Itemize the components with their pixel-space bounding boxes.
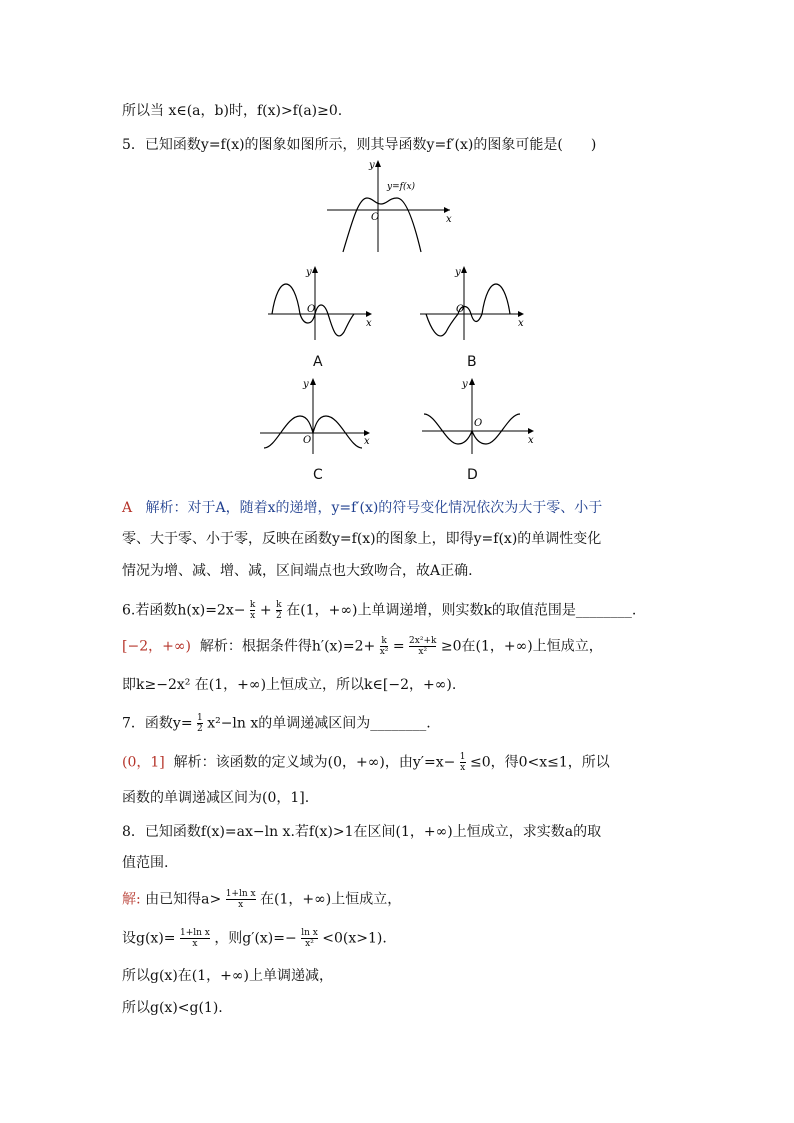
fraction-ln: $\frac{\text{1+ln x}}{x}$ — [225, 889, 256, 910]
axis-y-label: y — [455, 267, 461, 278]
q8-solution-line-1: 解: 由已知得a> $\frac{\text{1+ln x}}{x}$ 在(1，+∞)上恒成立， — [122, 889, 402, 910]
option-b-label[interactable]: B — [467, 354, 477, 370]
q5-solution-line-3: 情况为增、减、增、减，区间端点也大致吻合，故A正确. — [122, 563, 473, 579]
question-5: 5．已知函数y=f(x)的图象如图所示，则其导函数y=f′(x)的图象可能是( ) — [122, 137, 597, 153]
q7-answer: (0，1] — [122, 754, 165, 771]
q6-answer: [−2，+∞) — [122, 638, 191, 655]
option-d-label[interactable]: D — [467, 467, 478, 483]
axis-y-label: y — [306, 267, 312, 278]
q5-answer: A — [122, 500, 133, 516]
fraction-one-over-x: $\frac{1}{x}$ — [459, 752, 466, 773]
main-function-graph — [325, 158, 455, 254]
fraction-g: $\frac{\text{1+ln x}}{x}$ — [179, 928, 210, 949]
fraction-h-derivative: $\frac{\text{2x²+k}}{\text{x²}}$ — [409, 636, 437, 657]
axis-y-label: y — [369, 160, 375, 171]
origin-label: O — [371, 212, 380, 223]
axis-x-label: x — [366, 318, 372, 329]
q8-solution-label: 解: — [122, 891, 141, 908]
origin-label: O — [474, 418, 483, 429]
axis-x-label: x — [518, 318, 524, 329]
q5-solution-text: 解析：对于A，随着x的递增，y=f′(x)的符号变化情况依次为大于零、小于 — [145, 500, 603, 516]
axis-x-label: x — [364, 436, 370, 447]
axis-y-label: y — [462, 379, 468, 390]
fraction-neg-ln: $\frac{\text{ln x}}{\text{x²}}$ — [301, 928, 318, 949]
question-7: 7．函数y= $\frac{1}{2}$ x²−ln x的单调递减区间为________. — [122, 713, 431, 734]
q8-solution-line-2: 设g(x)= $\frac{\text{1+ln x}}{x}$ ，则g′(x)=− $\frac{\text{ln x}}{\text{x²}}$ <0(x>1). — [122, 928, 387, 949]
q8-solution-line-3: 所以g(x)在(1，+∞)上单调递减， — [122, 968, 334, 984]
question-8-line-2: 值范围. — [122, 855, 169, 871]
option-d-graph — [420, 376, 538, 456]
question-8-line-1: 8．已知函数f(x)=ax−ln x.若f(x)>1在区间(1，+∞)上恒成立，求实数a的取 — [122, 824, 602, 840]
q5-solution-line-2: 零、大于零、小于零，反映在函数y=f(x)的图象上，即得y=f(x)的单调性变化 — [122, 531, 602, 547]
fraction-k-over-x2: $\frac{k}{\text{x²}}$ — [379, 636, 389, 657]
question-6: 6.若函数h(x)=2x− $\frac{k}{x}$ + $\frac{k}{2}$ 在(1，+∞)上单调递增，则实数k的取值范围是________. — [122, 600, 637, 621]
option-b-graph — [418, 264, 528, 342]
origin-label: O — [307, 304, 316, 315]
fraction-k-over-x: $\frac{k}{x}$ — [249, 600, 256, 621]
fraction-one-half: $\frac{1}{2}$ — [197, 713, 203, 734]
text-line-1: 所以当 x∈(a，b)时，f(x)>f(a)≥0. — [122, 103, 343, 119]
origin-label: O — [456, 304, 465, 315]
fraction-k-over-2: $\frac{k}{2}$ — [276, 600, 282, 621]
option-a-label[interactable]: A — [313, 354, 323, 370]
option-c-graph — [258, 376, 376, 456]
q8-solution-line-4: 所以g(x)<g(1). — [122, 1000, 223, 1016]
q5-solution-line-1 — [122, 498, 602, 518]
q7-solution-line-2: 函数的单调递减区间为(0，1]. — [122, 790, 310, 806]
axis-x-label: x — [446, 214, 452, 225]
option-c-label[interactable]: C — [313, 467, 323, 483]
axis-y-label: y — [303, 379, 309, 390]
origin-label: O — [303, 435, 312, 446]
q6-solution-line-2: 即k≥−2x² 在(1，+∞)上恒成立，所以k∈[−2，+∞). — [122, 677, 457, 693]
option-a-graph — [266, 264, 376, 342]
curve-label: y=f(x) — [387, 182, 416, 192]
q6-solution-line-1: [−2，+∞) 解析：根据条件得h′(x)=2+ $\frac{k}{\text{x²}}$ = $\frac{\text{2x²+k}}{\text{x²}}$ ≥0在(1，+∞)上恒成立， — [122, 636, 603, 657]
q7-solution-line-1: (0，1] 解析：该函数的定义域为(0，+∞)，由y′=x− $\frac{1}{x}$ ≤0，得0<x≤1，所以 — [122, 752, 610, 773]
axis-x-label: x — [528, 435, 534, 446]
